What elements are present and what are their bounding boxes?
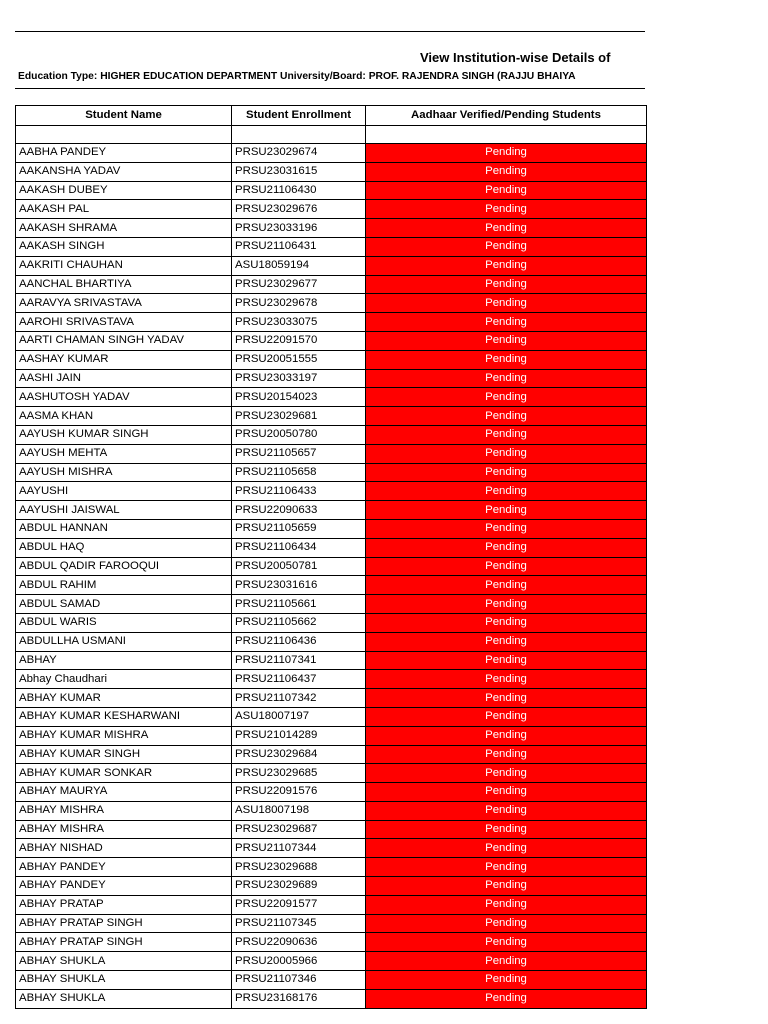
aadhaar-status-cell: Pending: [366, 313, 647, 332]
aadhaar-status-cell: Pending: [366, 820, 647, 839]
student-enrollment-cell: PRSU23029674: [232, 144, 366, 163]
aadhaar-status-cell: Pending: [366, 783, 647, 802]
student-name-cell: AAYUSH MEHTA: [16, 444, 232, 463]
student-name-cell: AASMA KHAN: [16, 407, 232, 426]
aadhaar-status-cell: Pending: [366, 501, 647, 520]
student-enrollment-cell: ASU18007198: [232, 801, 366, 820]
student-enrollment-cell: PRSU21106430: [232, 181, 366, 200]
students-table: [15, 105, 647, 1009]
aadhaar-status-cell: Pending: [366, 726, 647, 745]
aadhaar-status-cell: Pending: [366, 538, 647, 557]
student-name-cell: AASHI JAIN: [16, 369, 232, 388]
aadhaar-status-cell: Pending: [366, 162, 647, 181]
aadhaar-status-cell: Pending: [366, 144, 647, 163]
blank-row: [16, 126, 647, 144]
student-name-cell: AAYUSHI JAISWAL: [16, 501, 232, 520]
blank-cell: [232, 126, 366, 144]
student-enrollment-cell: PRSU22090636: [232, 933, 366, 952]
aadhaar-status-cell: Pending: [366, 651, 647, 670]
blank-cell: [366, 126, 647, 144]
student-enrollment-cell: PRSU23029677: [232, 275, 366, 294]
table-row: [16, 463, 647, 482]
table-row: [16, 839, 647, 858]
aadhaar-status-cell: Pending: [366, 858, 647, 877]
aadhaar-status-cell: Pending: [366, 745, 647, 764]
student-enrollment-cell: PRSU22091570: [232, 331, 366, 350]
aadhaar-status-cell: Pending: [366, 914, 647, 933]
table-row: [16, 858, 647, 877]
student-name-cell: ABHAY SHUKLA: [16, 952, 232, 971]
aadhaar-status-cell: Pending: [366, 482, 647, 501]
student-name-cell: AARAVYA SRIVASTAVA: [16, 294, 232, 313]
student-name-cell: ABDUL WARIS: [16, 613, 232, 632]
table-row: [16, 689, 647, 708]
aadhaar-status-cell: Pending: [366, 256, 647, 275]
aadhaar-status-cell: Pending: [366, 895, 647, 914]
student-enrollment-cell: PRSU21107344: [232, 839, 366, 858]
student-enrollment-cell: PRSU21105658: [232, 463, 366, 482]
aadhaar-status-cell: Pending: [366, 237, 647, 256]
student-name-cell: AAYUSH KUMAR SINGH: [16, 425, 232, 444]
student-enrollment-cell: PRSU20005966: [232, 952, 366, 971]
student-enrollment-cell: PRSU21105662: [232, 613, 366, 632]
table-row: [16, 331, 647, 350]
student-name-cell: ABDULLHA USMANI: [16, 632, 232, 651]
aadhaar-status-cell: Pending: [366, 595, 647, 614]
student-enrollment-cell: PRSU23029684: [232, 745, 366, 764]
student-enrollment-cell: PRSU23029681: [232, 407, 366, 426]
subtitle-rule: [15, 88, 645, 89]
student-name-cell: ABDUL HANNAN: [16, 519, 232, 538]
student-name-cell: ABHAY SHUKLA: [16, 971, 232, 990]
aadhaar-status-cell: Pending: [366, 425, 647, 444]
student-enrollment-cell: PRSU22090633: [232, 501, 366, 520]
aadhaar-status-cell: Pending: [366, 219, 647, 238]
student-enrollment-cell: PRSU21106434: [232, 538, 366, 557]
student-enrollment-cell: PRSU21106436: [232, 632, 366, 651]
table-row: [16, 726, 647, 745]
student-name-cell: ABHAY: [16, 651, 232, 670]
student-enrollment-cell: PRSU23168176: [232, 989, 366, 1008]
aadhaar-status-cell: Pending: [366, 519, 647, 538]
student-name-cell: AABHA PANDEY: [16, 144, 232, 163]
table-row: [16, 482, 647, 501]
student-enrollment-cell: PRSU23029688: [232, 858, 366, 877]
table-row: [16, 313, 647, 332]
aadhaar-status-cell: Pending: [366, 200, 647, 219]
table-row: [16, 181, 647, 200]
table-row: [16, 783, 647, 802]
student-enrollment-cell: PRSU20050780: [232, 425, 366, 444]
student-enrollment-cell: PRSU21105659: [232, 519, 366, 538]
student-name-cell: ABDUL QADIR FAROOQUI: [16, 557, 232, 576]
student-enrollment-cell: PRSU21107345: [232, 914, 366, 933]
aadhaar-status-cell: Pending: [366, 707, 647, 726]
aadhaar-status-cell: Pending: [366, 388, 647, 407]
student-enrollment-cell: PRSU21105661: [232, 595, 366, 614]
table-row: [16, 407, 647, 426]
aadhaar-status-cell: Pending: [366, 407, 647, 426]
table-row: [16, 595, 647, 614]
table-row: [16, 745, 647, 764]
student-enrollment-cell: PRSU23029687: [232, 820, 366, 839]
table-row: [16, 971, 647, 990]
student-name-cell: AASHUTOSH YADAV: [16, 388, 232, 407]
student-enrollment-cell: ASU18059194: [232, 256, 366, 275]
aadhaar-status-cell: Pending: [366, 350, 647, 369]
page-title-container: [15, 49, 645, 67]
student-name-cell: ABHAY PRATAP: [16, 895, 232, 914]
student-enrollment-cell: PRSU21107342: [232, 689, 366, 708]
aadhaar-status-cell: Pending: [366, 463, 647, 482]
blank-cell: [16, 126, 232, 144]
page-title: View Institution-wise Details of: [420, 50, 611, 65]
aadhaar-status-cell: Pending: [366, 557, 647, 576]
student-enrollment-cell: PRSU23033075: [232, 313, 366, 332]
aadhaar-status-cell: Pending: [366, 331, 647, 350]
table-row: [16, 632, 647, 651]
student-name-cell: AAROHI SRIVASTAVA: [16, 313, 232, 332]
student-name-cell: ABHAY KUMAR SONKAR: [16, 764, 232, 783]
student-enrollment-cell: PRSU23033196: [232, 219, 366, 238]
student-name-cell: AAYUSH MISHRA: [16, 463, 232, 482]
aadhaar-status-cell: Pending: [366, 764, 647, 783]
aadhaar-status-cell: Pending: [366, 952, 647, 971]
aadhaar-status-cell: Pending: [366, 275, 647, 294]
table-row: [16, 425, 647, 444]
student-enrollment-cell: PRSU21106431: [232, 237, 366, 256]
student-name-cell: ABHAY PANDEY: [16, 858, 232, 877]
student-enrollment-cell: ASU18007197: [232, 707, 366, 726]
table-row: [16, 801, 647, 820]
student-name-cell: AAKASH PAL: [16, 200, 232, 219]
student-name-cell: AAKASH DUBEY: [16, 181, 232, 200]
student-name-cell: ABHAY SHUKLA: [16, 989, 232, 1008]
student-name-cell: ABDUL RAHIM: [16, 576, 232, 595]
student-name-cell: AARTI CHAMAN SINGH YADAV: [16, 331, 232, 350]
aadhaar-status-cell: Pending: [366, 971, 647, 990]
student-name-cell: ABHAY MISHRA: [16, 820, 232, 839]
table-row: [16, 538, 647, 557]
aadhaar-status-cell: Pending: [366, 689, 647, 708]
aadhaar-status-cell: Pending: [366, 632, 647, 651]
table-row: [16, 613, 647, 632]
student-enrollment-cell: PRSU21106437: [232, 670, 366, 689]
student-enrollment-cell: PRSU22091576: [232, 783, 366, 802]
aadhaar-status-cell: Pending: [366, 444, 647, 463]
student-name-cell: AAKANSHA YADAV: [16, 162, 232, 181]
table-row: [16, 369, 647, 388]
table-row: [16, 162, 647, 181]
aadhaar-status-cell: Pending: [366, 369, 647, 388]
student-name-cell: AAKASH SHRAMA: [16, 219, 232, 238]
student-name-cell: ABHAY NISHAD: [16, 839, 232, 858]
student-enrollment-cell: PRSU23029685: [232, 764, 366, 783]
student-name-cell: ABHAY KUMAR KESHARWANI: [16, 707, 232, 726]
student-enrollment-cell: PRSU21014289: [232, 726, 366, 745]
top-rule: [15, 31, 645, 32]
aadhaar-status-cell: Pending: [366, 294, 647, 313]
student-name-cell: ABHAY PRATAP SINGH: [16, 933, 232, 952]
table-row: [16, 519, 647, 538]
table-row: [16, 237, 647, 256]
student-enrollment-cell: PRSU20154023: [232, 388, 366, 407]
student-enrollment-cell: PRSU23029678: [232, 294, 366, 313]
student-name-cell: ABHAY MISHRA: [16, 801, 232, 820]
table-row: [16, 576, 647, 595]
table-row: [16, 933, 647, 952]
table-row: [16, 670, 647, 689]
table-row: [16, 895, 647, 914]
student-name-cell: ABHAY KUMAR: [16, 689, 232, 708]
aadhaar-status-cell: Pending: [366, 670, 647, 689]
column-header-aadhaar-status: Aadhaar Verified/Pending Students: [366, 106, 647, 126]
aadhaar-status-cell: Pending: [366, 989, 647, 1008]
aadhaar-status-cell: Pending: [366, 933, 647, 952]
table-row: [16, 294, 647, 313]
student-enrollment-cell: PRSU20050781: [232, 557, 366, 576]
table-row: [16, 820, 647, 839]
table-row: [16, 651, 647, 670]
student-name-cell: ABHAY PRATAP SINGH: [16, 914, 232, 933]
student-enrollment-cell: PRSU21105657: [232, 444, 366, 463]
column-header-student-enrollment: Student Enrollment: [232, 106, 366, 126]
header-row: [16, 106, 647, 126]
student-name-cell: ABDUL HAQ: [16, 538, 232, 557]
column-header-student-name: Student Name: [16, 106, 232, 126]
student-enrollment-cell: PRSU20051555: [232, 350, 366, 369]
student-name-cell: ABDUL SAMAD: [16, 595, 232, 614]
table-row: [16, 764, 647, 783]
student-enrollment-cell: PRSU23031615: [232, 162, 366, 181]
student-name-cell: AANCHAL BHARTIYA: [16, 275, 232, 294]
student-enrollment-cell: PRSU23029676: [232, 200, 366, 219]
table-row: [16, 350, 647, 369]
student-name-cell: ABHAY KUMAR SINGH: [16, 745, 232, 764]
table-row: [16, 501, 647, 520]
table-row: [16, 200, 647, 219]
student-name-cell: ABHAY PANDEY: [16, 877, 232, 896]
student-name-cell: AAKRITI CHAUHAN: [16, 256, 232, 275]
student-name-cell: ABHAY KUMAR MISHRA: [16, 726, 232, 745]
student-name-cell: AAYUSHI: [16, 482, 232, 501]
table-row: [16, 219, 647, 238]
student-enrollment-cell: PRSU21107341: [232, 651, 366, 670]
table-row: [16, 388, 647, 407]
student-name-cell: AAKASH SINGH: [16, 237, 232, 256]
aadhaar-status-cell: Pending: [366, 839, 647, 858]
student-name-cell: ABHAY MAURYA: [16, 783, 232, 802]
student-enrollment-cell: PRSU22091577: [232, 895, 366, 914]
table-row: [16, 989, 647, 1008]
student-enrollment-cell: PRSU23029689: [232, 877, 366, 896]
table-row: [16, 256, 647, 275]
aadhaar-status-cell: Pending: [366, 877, 647, 896]
aadhaar-status-cell: Pending: [366, 613, 647, 632]
table-row: [16, 952, 647, 971]
table-row: [16, 914, 647, 933]
aadhaar-status-cell: Pending: [366, 576, 647, 595]
table-row: [16, 877, 647, 896]
aadhaar-status-cell: Pending: [366, 801, 647, 820]
page-subtitle: Education Type: HIGHER EDUCATION DEPARTMENT University/Board: PROF. RAJENDRA SINGH (RAJJU BHAIYA: [18, 71, 576, 82]
table-row: [16, 707, 647, 726]
student-enrollment-cell: PRSU21106433: [232, 482, 366, 501]
student-enrollment-cell: PRSU23031616: [232, 576, 366, 595]
student-name-cell: AASHAY KUMAR: [16, 350, 232, 369]
aadhaar-status-cell: Pending: [366, 181, 647, 200]
student-enrollment-cell: PRSU21107346: [232, 971, 366, 990]
student-enrollment-cell: PRSU23033197: [232, 369, 366, 388]
table-row: [16, 444, 647, 463]
table-row: [16, 275, 647, 294]
table-row: [16, 144, 647, 163]
table-row: [16, 557, 647, 576]
student-name-cell: Abhay Chaudhari: [16, 670, 232, 689]
